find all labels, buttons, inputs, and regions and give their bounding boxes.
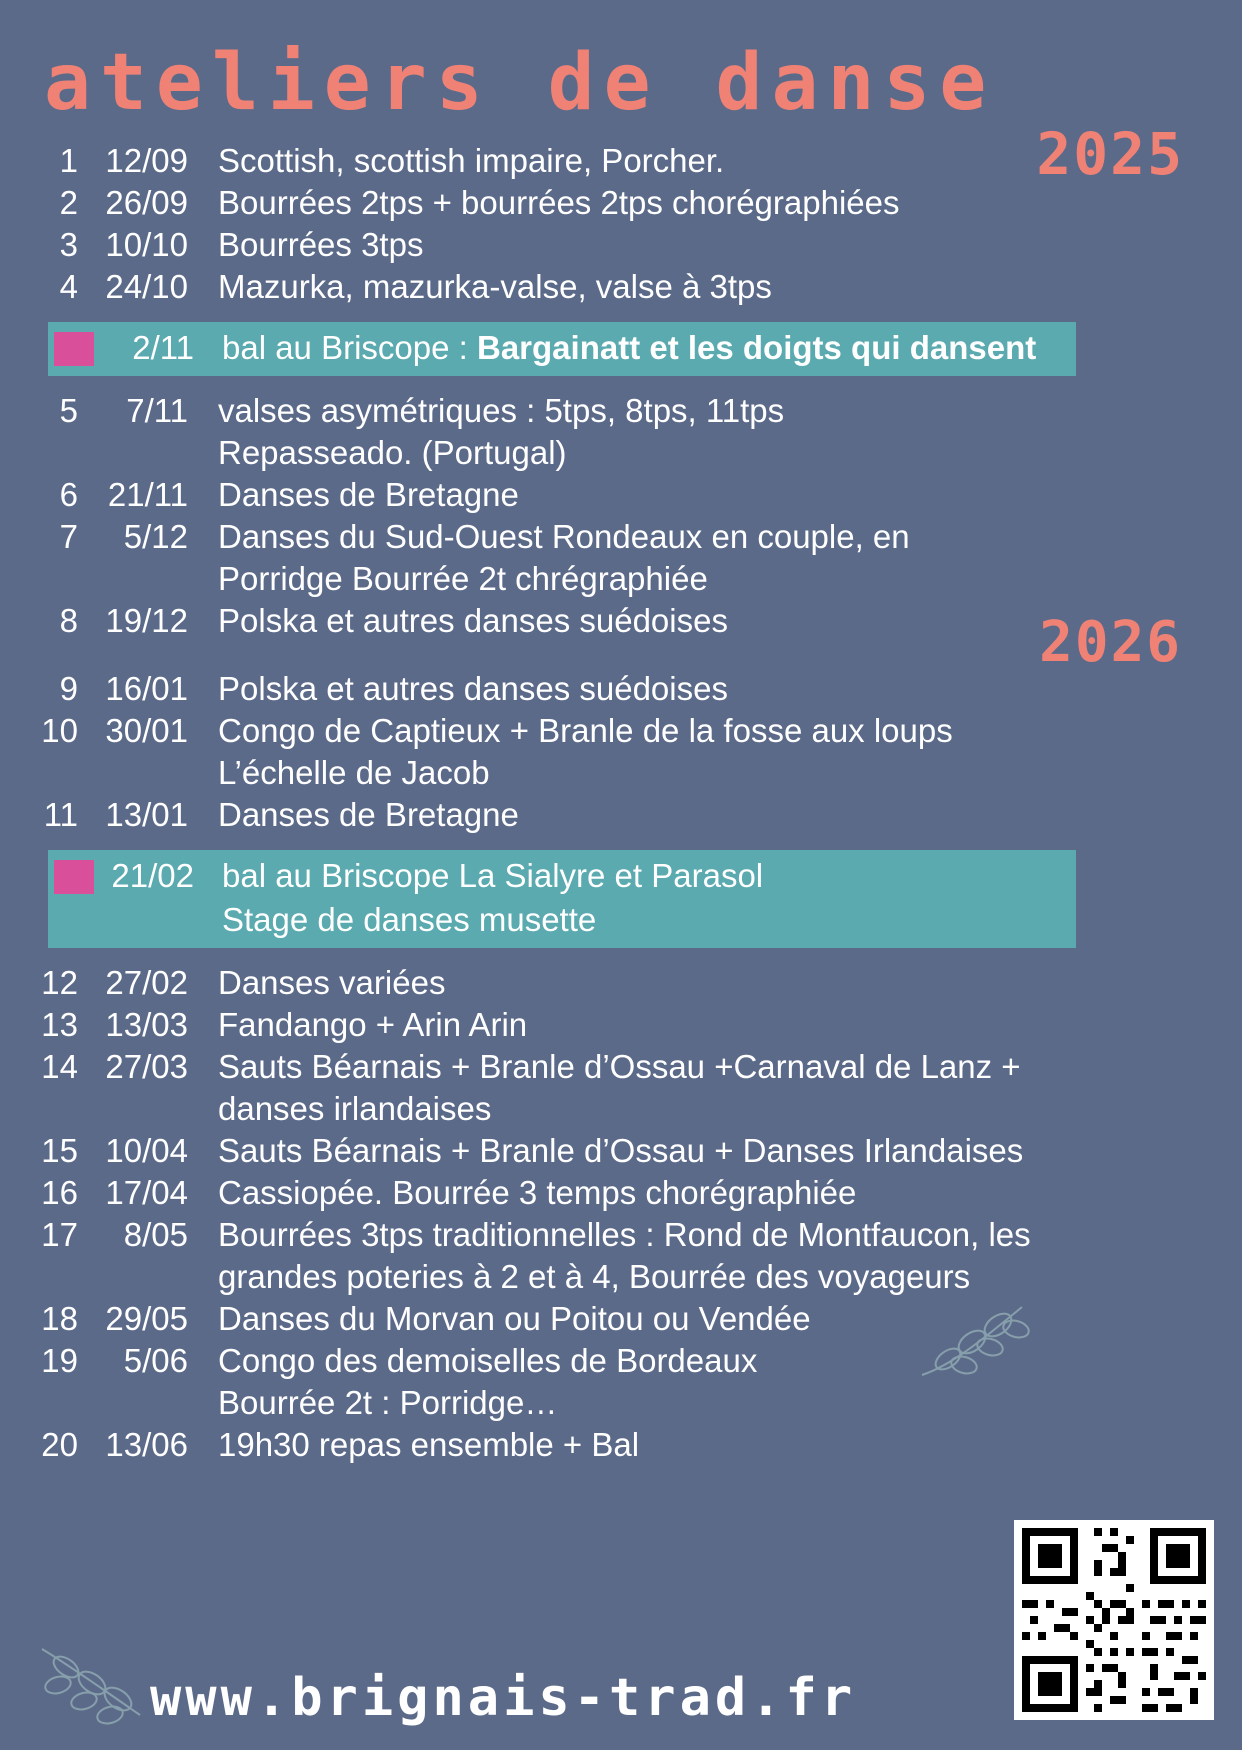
session-label: Danses variées [218, 964, 446, 1001]
session-date: 21/11 [107, 476, 188, 513]
session-number: 12 [41, 964, 78, 1001]
session-number: 4 [59, 268, 78, 305]
list-item [0, 1046, 1242, 1130]
bal-date: 2/11 [132, 329, 194, 366]
session-date: 24/10 [105, 268, 188, 305]
session-number: 13 [41, 1006, 78, 1043]
list-item [0, 794, 1242, 836]
session-label: Danses de Bretagne [218, 476, 519, 513]
session-label: Sauts Béarnais + Branle d’Ossau + Danses Irlandaises [218, 1132, 1024, 1169]
list-item [0, 1130, 1242, 1172]
session-label-line1: Congo des demoiselles de Bordeaux [218, 1342, 758, 1379]
schedule-list [0, 140, 1242, 1466]
session-number: 17 [41, 1216, 78, 1253]
list-item [0, 710, 1242, 794]
session-number: 8 [59, 602, 78, 639]
session-date: 27/03 [105, 1048, 188, 1085]
session-label-line2: Bourrée 2t : Porridge… [218, 1384, 558, 1421]
session-date: 19/12 [105, 602, 188, 639]
session-number: 16 [41, 1174, 78, 1211]
list-item [0, 1214, 1242, 1298]
session-label [196, 1046, 1242, 1130]
list-item [0, 516, 1242, 600]
session-label: Danses de Bretagne [218, 796, 519, 833]
list-item [0, 1340, 1242, 1424]
bal-label [200, 326, 1076, 370]
leaf-icon [36, 1637, 156, 1732]
list-item [0, 1004, 1242, 1046]
session-label: Cassiopée. Bourrée 3 temps chorégraphiée [218, 1174, 857, 1211]
leaf-icon [912, 1295, 1042, 1390]
session-label-line2: danses irlandaises [218, 1090, 492, 1127]
session-number: 15 [41, 1132, 78, 1169]
list-item [0, 140, 1242, 182]
bal-marker-icon [54, 332, 94, 366]
session-label [196, 710, 1242, 794]
bal-label-plain: bal au Briscope : [222, 329, 477, 366]
session-date: 7/11 [126, 392, 188, 429]
session-label: 19h30 repas ensemble + Bal [218, 1426, 640, 1463]
session-number: 2 [59, 184, 78, 221]
session-number: 19 [41, 1342, 78, 1379]
list-item [0, 266, 1242, 308]
bal-label-bold: Bargainatt et les doigts qui dansent [476, 329, 1037, 366]
session-number: 9 [59, 670, 78, 707]
session-label: Bourrées 3tps [218, 226, 424, 263]
session-date: 10/10 [105, 226, 188, 263]
session-label: Scottish, scottish impaire, Porcher. [218, 142, 725, 179]
session-label-line2: Porridge Bourrée 2t chrégraphiée [218, 560, 708, 597]
session-date: 26/09 [105, 184, 188, 221]
session-number: 11 [43, 796, 78, 833]
session-label-line2: Repasseado. (Portugal) [218, 434, 567, 471]
session-date: 13/06 [105, 1426, 188, 1463]
session-date: 5/12 [123, 518, 188, 555]
bal-highlight-row-1 [48, 322, 1076, 376]
session-number: 18 [41, 1300, 78, 1337]
session-label-line1: Bourrées 3tps traditionnelles : Rond de Montfaucon, les [218, 1216, 1031, 1253]
session-label [196, 516, 1242, 600]
list-item [0, 962, 1242, 1004]
bal-marker-icon [54, 860, 94, 894]
session-date: 17/04 [105, 1174, 188, 1211]
bal-label-plain: bal au Briscope La Sialyre et Parasol [222, 857, 764, 894]
section-spacer [0, 642, 1242, 668]
bal-label [200, 854, 1076, 942]
bal-highlight-row-2 [48, 850, 1076, 948]
session-number: 20 [41, 1426, 78, 1463]
session-label-line2: grandes poteries à 2 et à 4, Bourrée des voyageurs [218, 1258, 971, 1295]
page-title: ateliers de danse [44, 38, 996, 128]
session-label [196, 1340, 1242, 1424]
session-date: 12/09 [105, 142, 188, 179]
session-label-line1: Sauts Béarnais + Branle d’Ossau +Carnaval de Lanz + [218, 1048, 1021, 1085]
list-item [0, 1424, 1242, 1466]
session-date: 8/05 [123, 1216, 188, 1253]
session-number: 10 [41, 712, 78, 749]
session-label [196, 1214, 1242, 1298]
session-label-line1: Congo de Captieux + Branle de la fosse aux loups [218, 712, 953, 749]
session-label-line2: L’échelle de Jacob [218, 754, 490, 791]
session-number: 14 [41, 1048, 78, 1085]
year-label-2025: 2025 [1036, 120, 1184, 188]
session-label: Polska et autres danses suédoises [218, 602, 728, 639]
session-label-line1: valses asymétriques : 5tps, 8tps, 11tps [218, 392, 785, 429]
session-label [196, 390, 1242, 474]
bal-date: 21/02 [111, 857, 194, 894]
session-date: 13/01 [105, 796, 188, 833]
session-date: 16/01 [105, 670, 188, 707]
list-item [0, 1172, 1242, 1214]
list-item [0, 600, 1242, 642]
list-item [0, 224, 1242, 266]
session-number: 6 [59, 476, 78, 513]
year-label-2026: 2026 [1039, 610, 1182, 675]
list-item [0, 474, 1242, 516]
session-number: 3 [59, 226, 78, 263]
session-date: 29/05 [105, 1300, 188, 1337]
list-item [0, 182, 1242, 224]
session-label: Mazurka, mazurka-valse, valse à 3tps [218, 268, 772, 305]
session-date: 5/06 [123, 1342, 188, 1379]
session-date: 10/04 [105, 1132, 188, 1169]
list-item [0, 668, 1242, 710]
session-label: Polska et autres danses suédoises [218, 670, 728, 707]
session-date: 13/03 [105, 1006, 188, 1043]
website-url[interactable]: www.brignais-trad.fr [150, 1668, 857, 1728]
session-number: 1 [59, 142, 78, 179]
bal-label-line2: Stage de danses musette [222, 901, 597, 938]
qr-code-icon[interactable] [1014, 1520, 1214, 1720]
session-label-line1: Danses du Sud-Ouest Rondeaux en couple, en [218, 518, 910, 555]
list-item [0, 1298, 1242, 1340]
list-item [0, 390, 1242, 474]
session-date: 27/02 [105, 964, 188, 1001]
session-label: Danses du Morvan ou Poitou ou Vendée [218, 1300, 811, 1337]
session-date: 30/01 [105, 712, 188, 749]
session-label: Fandango + Arin Arin [218, 1006, 528, 1043]
session-label: Bourrées 2tps + bourrées 2tps chorégraphiées [218, 184, 900, 221]
session-number: 5 [59, 392, 78, 429]
session-number: 7 [59, 518, 78, 555]
